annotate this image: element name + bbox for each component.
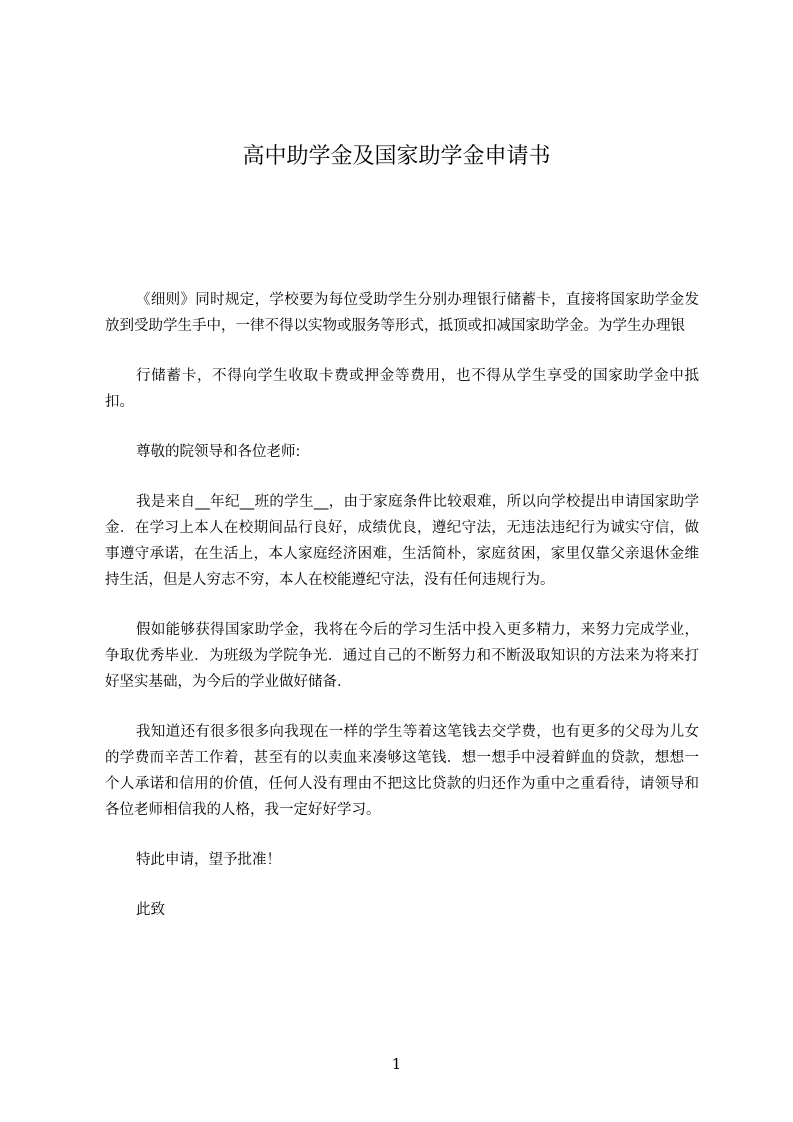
- paragraph-commitment: 假如能够获得国家助学金，我将在今后的学习生活中投入更多精力，来努力完成学业，争取优秀毕业．为班级为学院争光．通过自己的不断努力和不断汲取知识的方法来为将来打好坚实基础，为今后的学业做好储备．: [105, 622, 699, 690]
- paragraph-gratitude: 我知道还有很多很多向我现在一样的学生等着这笔钱去交学费，也有更多的父母为儿女的学费而辛苦工作着，甚至有的以卖血来凑够这笔钱．想一想手中浸着鲜血的贷款，想想一个人承诺和信用的价值，任何人没有理由不把这比贷款的归还作为重中之重看待，请领导和各位老师相信我的人格，我一定好好学习。: [105, 724, 699, 818]
- paragraph-rules: 《细则》同时规定，学校要为每位受助学生分别办理银行储蓄卡，直接将国家助学金发放到受助学生手中，一律不得以实物或服务等形式，抵顶或扣减国家助学金。为学生办理银: [105, 292, 699, 334]
- document-body: [105, 287, 699, 947]
- paragraph-introduction: 我是来自__年纪__班的学生__，由于家庭条件比较艰难，所以向学校提出申请国家助学金．在学习上本人在校期间品行良好，成绩优良，遵纪守法，无违法违纪行为诚实守信，做事遵守承诺，在生活上，本人家庭经济困难，生活简朴，家庭贫困，家里仅靠父亲退休金维持生活，但是人穷志不穷，本人在校能遵纪守法，没有任何违规行为。: [105, 494, 699, 588]
- paragraph-card-fees: 行储蓄卡，不得向学生收取卡费或押金等费用，也不得从学生享受的国家助学金中抵扣。: [105, 368, 699, 410]
- page-number: 1: [391, 1055, 402, 1073]
- paragraph-request: 特此申请，望予批准！: [136, 852, 281, 868]
- paragraph-salutation: 尊敬的院领导和各位老师:: [136, 444, 301, 460]
- paragraph-closing: 此致: [136, 902, 165, 918]
- document-title: 高中助学金及国家助学金申请书: [242, 144, 551, 169]
